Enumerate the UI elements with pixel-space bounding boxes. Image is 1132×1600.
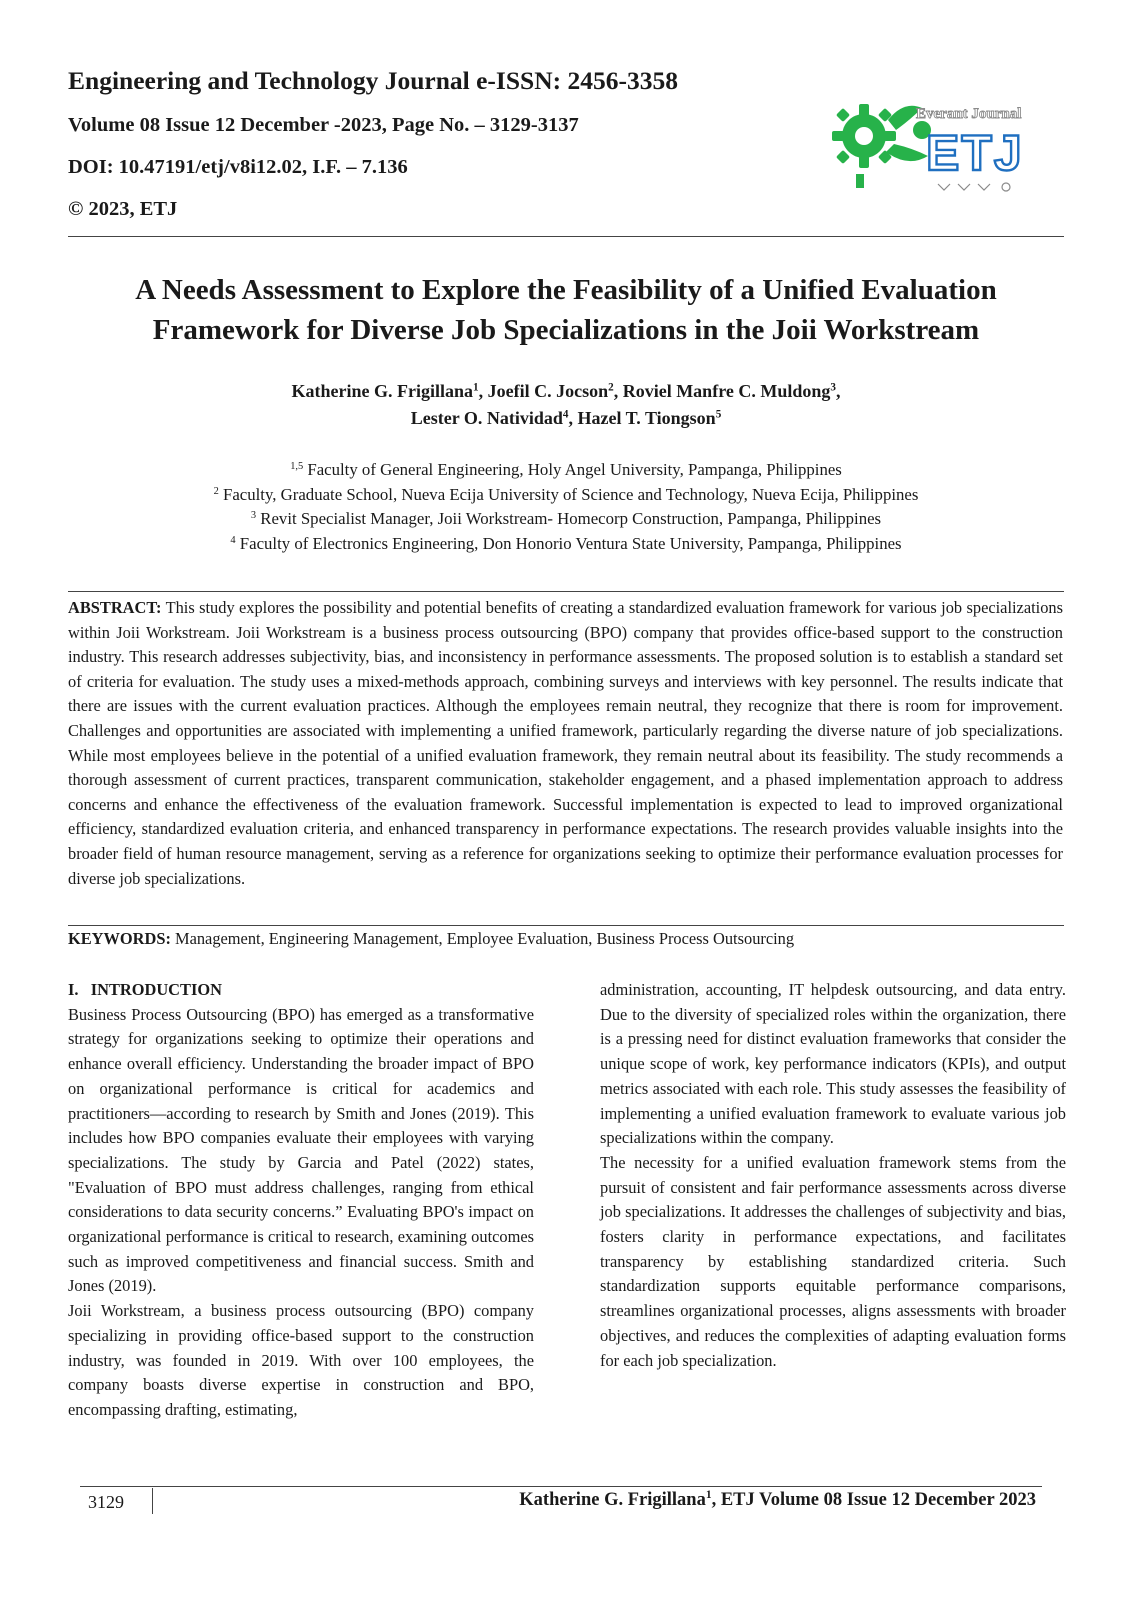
doi-info: DOI: 10.47191/etj/v8i12.02, I.F. – 7.136 (68, 156, 408, 178)
paper-title-line-2: Framework for Diverse Job Specializations in the Joii Workstream (152, 314, 980, 346)
author-5-sup: 5 (715, 408, 722, 421)
body-paragraph-2-continued: administration, accounting, IT helpdesk outsourcing, and data entry. Due to the diversity of specialized roles within the organization, there is a pressing need for distinct evaluation frameworks that consider the unique scope of work, key performance indicators (KPIs), and output metrics associated with each role. This study assesses the feasibility of implementing a unified evaluation framework to evaluate various job specializations within the company. (600, 980, 1066, 1148)
abstract-bottom-divider (68, 925, 1064, 926)
affiliation-text: Revit Specialist Manager, Joii Workstream- Homecorp Construction, Pampanga, Philippines (256, 509, 882, 529)
affiliation-item (60, 458, 1072, 483)
keywords-text: Management, Engineering Management, Employee Evaluation, Business Process Outsourcing (170, 929, 795, 948)
footer-author-sup: 1 (705, 1489, 712, 1502)
body-paragraph-2: Joii Workstream, a business process outsourcing (BPO) company specializing in providing office-based support to the construction industry, was founded in 2019. With over 100 employees, the company boasts diverse expertise in construction and BPO, encompassing drafting, estimating, (68, 1301, 534, 1419)
author-4: Lester O. Natividad (410, 408, 563, 428)
section-heading-introduction: I. INTRODUCTION (68, 980, 222, 999)
body-column-left (68, 978, 534, 1423)
footer-citation-rest: , ETJ Volume 08 Issue 12 December 2023 (711, 1490, 1036, 1510)
footer-divider-line (80, 1486, 1042, 1487)
affiliation-sup: 2 (213, 485, 219, 497)
volume-info: Volume 08 Issue 12 December -2023, Page No. – 3129-3137 (68, 114, 579, 136)
author-line-1 (60, 378, 1072, 405)
footer-author: Katherine G. Frigillana (519, 1490, 706, 1510)
body-column-right (600, 978, 1066, 1373)
journal-title: Engineering and Technology Journal e-ISSN: 2456-3358 (68, 66, 678, 95)
author-5: , Hazel T. Tiongson (568, 408, 716, 428)
affiliation-text: Faculty of General Engineering, Holy Angel University, Pampanga, Philippines (303, 460, 842, 479)
abstract (68, 596, 1063, 891)
body-paragraph-3: The necessity for a unified evaluation framework stems from the pursuit of consistent and fair performance assessments across diverse job specializations. It addresses the challenges of subjectivity and bias, fosters clarity in performance expectations, and facilitates transparency by establishing standardized criteria. Such standardization supports equitable performance comparisons, streamlines organizational processes, aligns assessments with broader objectives, and reduces the complexities of adapting evaluation forms for each job specialization. (600, 1152, 1066, 1370)
abstract-text: This study explores the possibility and potential benefits of creating a standardized evaluation framework for various job specializations within Joii Workstream. Joii Workstream is a business process outsourcing (BPO) company that provides office-based support to the construction industry. This research addresses subjectivity, bias, and inconsistency in performance assessments. The proposed solution is to establish a standard set of criteria for evaluation. The study uses a mixed-methods approach, combining surveys and interviews with key personnel. The results indicate that there are issues with the current evaluation practices. Although the employees remain neutral, they recognize that there is room for improvement. Challenges and opportunities are associated with implementing a unified framework, particularly regarding the diverse nature of job specializations. While most employees believe in the potential of a unified evaluation framework, they remain neutral about its feasibility. The study recommends a thorough assessment of current practices, transparent communication, stakeholder engagement, and a phased implementation approach to address concerns and enhance the effectiveness of the evaluation framework. Successful implementation is expected to lead to improved organizational efficiency, standardized evaluation criteria, and enhanced transparency in performance expectations. The research provides valuable insights into the broader field of human resource management, serving as a reference for organizations seeking to optimize their performance evaluation processes for diverse job specializations. (68, 598, 1063, 888)
abstract-label: ABSTRACT: (68, 598, 162, 617)
page-number: 3129 (88, 1492, 124, 1512)
affiliation-text: Faculty, Graduate School, Nueva Ecija University of Science and Technology, Nueva Ecija, Philippines (218, 484, 919, 504)
affiliation-item (60, 507, 1072, 532)
paper-title (60, 270, 1072, 350)
author-4-sup: 4 (562, 408, 569, 421)
affiliation-item (60, 532, 1072, 557)
author-2-sup: 2 (608, 381, 614, 394)
footer-vertical-bar (152, 1488, 153, 1514)
author-2: , Joefil C. Jocson (478, 381, 609, 401)
footer-citation (519, 1490, 1036, 1511)
etj-logo-graphic (826, 90, 1044, 198)
author-line-2 (60, 405, 1072, 432)
keywords (68, 928, 1063, 950)
etj-logo (826, 90, 1044, 198)
author-list (60, 378, 1072, 432)
author-1-sup: 1 (473, 381, 479, 394)
affiliation-item (60, 483, 1072, 508)
logo-top-text: Everant Journal (916, 106, 1022, 122)
abstract-top-divider (68, 591, 1064, 592)
affiliation-sup: 1,5 (290, 460, 304, 472)
keywords-label: KEYWORDS: (68, 929, 171, 948)
author-3: , Roviel Manfre C. Muldong (613, 381, 831, 401)
header-divider (68, 236, 1064, 237)
affiliation-text: Faculty of Electronics Engineering, Don Honorio Ventura State University, Pampanga, Philippines (235, 533, 902, 553)
affiliation-list (60, 458, 1072, 556)
author-3-comma: , (835, 381, 841, 401)
copyright: © 2023, ETJ (68, 198, 178, 220)
paper-title-line-1: A Needs Assessment to Explore the Feasibility of a Unified Evaluation (135, 274, 997, 306)
affiliation-sup: 4 (230, 534, 236, 546)
body-paragraph-1: Business Process Outsourcing (BPO) has emerged as a transformative strategy for organizations seeking to optimize their operations and enhance overall efficiency. Understanding the broader impact of BPO on organizational performance is critical for academics and practitioners—according to research by Smith and Jones (2019). This includes how BPO companies evaluate their employees with varying specializations. The study by Garcia and Patel (2022) states, "Evaluation of BPO must address challenges, ranging from ethical considerations to data security concerns.” Evaluating BPO's impact on organizational performance is critical to research, examining outcomes such as improved competitiveness and financial success. Smith and Jones (2019). (68, 1004, 534, 1296)
author-1: Katherine G. Frigillana (291, 381, 474, 401)
author-3-sup: 3 (830, 381, 836, 394)
affiliation-sup: 3 (250, 509, 257, 521)
logo-main-text: ETJ (926, 125, 1024, 181)
